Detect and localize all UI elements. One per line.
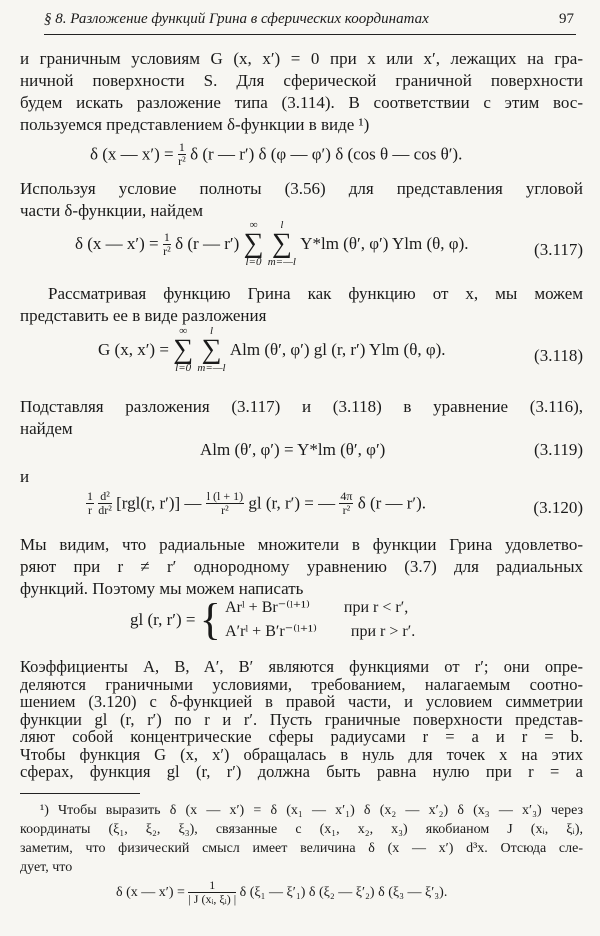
text-line: шением (3.120) с δ-функцией в правой части, и условием симметрии	[20, 692, 583, 711]
footnote-line: координаты (ξ₁, ξ₂, ξ₃), связанные с (x₁, x₂, x₃) якобианом J (xᵢ, ξᵢ),	[20, 821, 583, 837]
text-line: будем искать разложение типа (3.114). В соответствии с этим вос-	[20, 93, 583, 112]
frac-num: 4π	[340, 489, 353, 503]
text-line: ряют при r ≠ r′ однородному уравнению (3.7) для радиальных	[20, 557, 583, 576]
eq-mid: δ (r — r′)	[175, 234, 240, 253]
sum-lower: l=0	[175, 362, 192, 374]
case-expr: A′rˡ + B′r⁻⁽ˡ⁺¹⁾	[225, 623, 317, 640]
text-line: представить ее в виде разложения	[20, 306, 267, 325]
case-expr: Arˡ + Br⁻⁽ˡ⁺¹⁾	[225, 599, 310, 616]
text-line: Рассматривая функцию Грина как функцию от x, мы можем	[48, 284, 583, 303]
frac-num: 1	[178, 140, 185, 154]
footnote-equation	[20, 875, 583, 915]
equation-delta	[20, 137, 583, 171]
equation-cases	[20, 596, 583, 652]
equation-number: (3.120)	[533, 498, 583, 517]
sum-lower: m=—l	[197, 362, 226, 374]
text-line: Чтобы функция G (x, x′) обращалась в нуль для точек x на этих	[20, 744, 583, 764]
eq-lhs: δ (x — x′) =	[116, 884, 185, 900]
eq-lhs: G (x, x′) =	[98, 340, 169, 359]
eq-part: [rgl(r, r′)] —	[116, 493, 202, 513]
equation-3-119	[20, 440, 583, 464]
text-line: части δ-функции, найдем	[20, 201, 204, 220]
cases-block	[225, 596, 415, 644]
eq-lhs: δ (x — x′) =	[75, 234, 159, 253]
sum-lower: l=0	[245, 256, 262, 268]
eq-rhs: δ (ξ₁ — ξ′₁) δ (ξ₂ — ξ′₂) δ (ξ₃ — ξ′₃).	[239, 884, 448, 900]
frac-num: l (l + 1)	[206, 489, 244, 503]
frac-den: r²	[342, 503, 351, 517]
frac-den: r	[88, 503, 92, 517]
frac-num: 1	[188, 879, 236, 893]
page-number: 97	[559, 11, 574, 27]
equation-number: (3.118)	[534, 346, 583, 365]
equation-number: (3.117)	[534, 240, 583, 259]
sum-upper: l	[209, 325, 214, 337]
equation-number: (3.119)	[534, 440, 583, 459]
sum-upper: l	[280, 219, 284, 231]
running-header	[44, 8, 576, 35]
text-line: Мы видим, что радиальные множители в функции Грина удовлетво-	[20, 535, 583, 554]
text-line: найдем	[20, 419, 73, 438]
text-line: Используя условие полноты (3.56) для представления угловой	[20, 179, 583, 198]
left-brace: {	[199, 595, 221, 644]
footnote-line: дует, что	[20, 859, 73, 875]
sum-lower: m=—l	[267, 256, 296, 268]
frac-den: r²	[178, 154, 186, 168]
footnote-rule	[20, 793, 140, 794]
frac-den: dr²	[98, 503, 112, 517]
case-cond: при r > r′.	[350, 623, 416, 640]
footnote-line: ¹) Чтобы выразить δ (x — x′) = δ (x₁ — x′₁) δ (x₂ — x′₂) δ (x₃ — x′₃) через	[40, 802, 583, 818]
eq-rhs: δ (r — r′) δ (φ — φ′) δ (cos θ — cos θ′).	[190, 144, 463, 164]
header-title: § 8. Разложение функций Грина в сферических координатах	[44, 11, 429, 27]
sum-sign: ∑	[243, 228, 264, 259]
sum-upper: ∞	[179, 325, 188, 337]
text-line: пользуемся представлением δ-функции в виде ¹)	[20, 115, 370, 134]
sum-upper: ∞	[249, 219, 258, 231]
eq-rhs: Y*lm (θ′, φ′) Ylm (θ, φ).	[300, 234, 469, 253]
sum-sign: ∑	[201, 334, 222, 365]
frac-den: r²	[163, 243, 171, 258]
equation-3-117	[20, 220, 583, 278]
footnote-line: заметим, что физический смысл имеет величина δ (x — x′) d³x. Отсюда сле-	[20, 840, 583, 856]
equation-3-120	[20, 488, 583, 528]
frac-num: 1	[163, 229, 170, 244]
eq-lhs: gl (r, r′) =	[130, 610, 196, 629]
text-line: Подставляя разложения (3.117) и (3.118) в уравнение (3.116),	[20, 397, 583, 416]
equation-3-118	[20, 326, 583, 384]
eq-part: gl (r, r′) = —	[248, 493, 336, 513]
case-cond: при r < r′,	[343, 599, 409, 616]
frac-den: r²	[221, 503, 229, 517]
text-line: ничной поверхности S. Для сферической граничной поверхности	[20, 71, 583, 90]
frac-num: d²	[100, 489, 110, 503]
sum-sign: ∑	[173, 334, 194, 365]
text-line: функций. Поэтому мы можем написать	[20, 579, 304, 598]
frac-den: | J (xᵢ, ξᵢ) |	[188, 891, 237, 906]
text-line: функции gl (r, r′) по r и r′. Пусть граничные поверхности представ-	[20, 709, 583, 729]
text-line: ляют собой концентрические сферы радиусами r = a и r = b.	[20, 727, 583, 746]
sum-sign: ∑	[271, 228, 292, 259]
frac-num: 1	[87, 489, 93, 503]
text-line: сферах, функция gl (r, r′) должна быть равна нулю при r = a	[20, 762, 583, 781]
text-line: деляются граничными условиями, требованием, налагаемым соотно-	[20, 674, 583, 694]
eq-body: Alm (θ′, φ′) = Y*lm (θ′, φ′)	[200, 440, 386, 459]
eq-part: δ (r — r′).	[357, 493, 427, 513]
eq-lhs: δ (x — x′) =	[90, 144, 174, 164]
eq-rhs: Alm (θ′, φ′) gl (r, r′) Ylm (θ, φ).	[229, 340, 446, 359]
text-line: и	[20, 467, 30, 486]
text-line: Коэффициенты A, B, A′, B′ являются функциями от r′; они опре-	[20, 657, 583, 676]
text-line: и граничным условиям G (x, x′) = 0 при x или x′, лежащих на гра-	[20, 49, 583, 68]
